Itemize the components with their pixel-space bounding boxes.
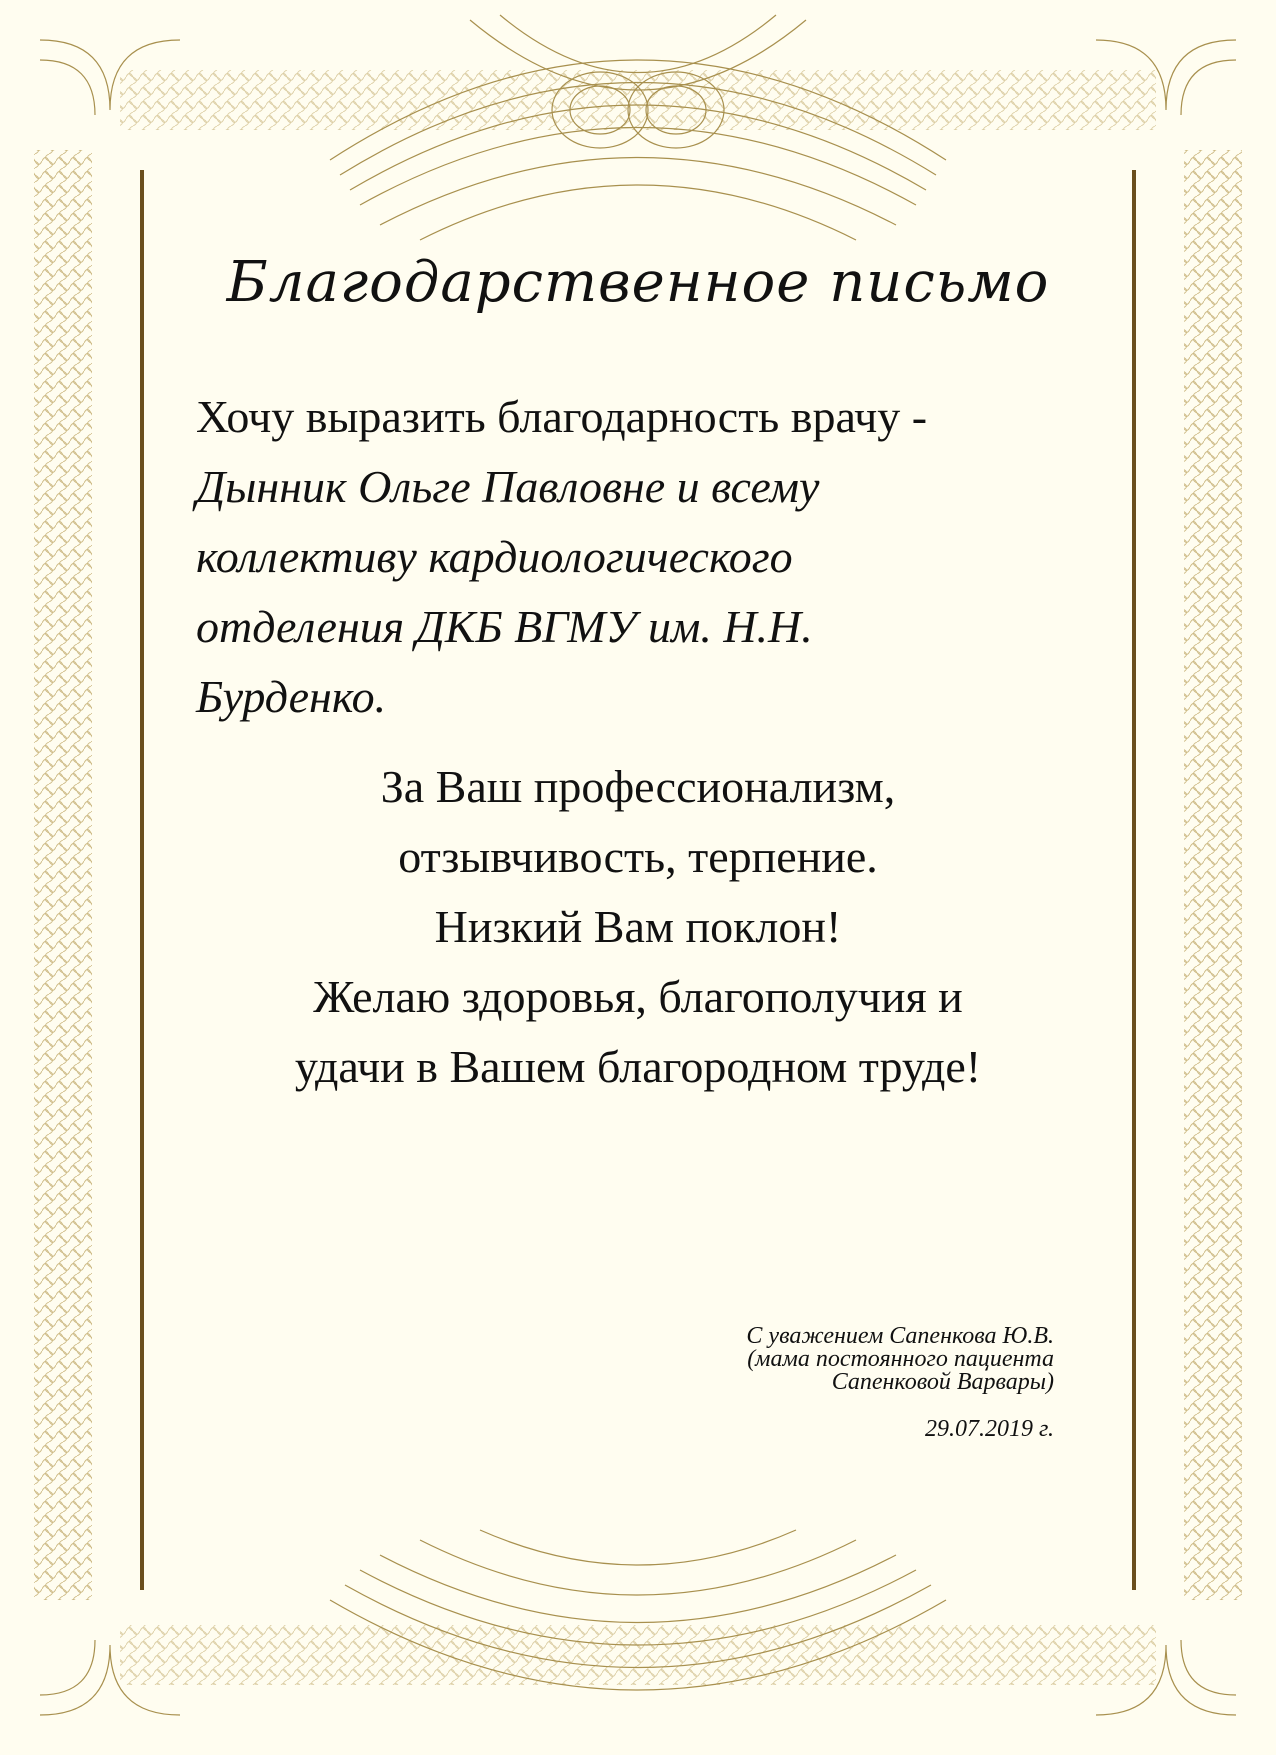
closing-line-3: Низкий Вам поклон! xyxy=(434,901,842,952)
signature-line-3: Сапенковой Варвары) xyxy=(831,1369,1054,1395)
signature-date: 29.07.2019 г. xyxy=(924,1416,1054,1442)
intro-line-1: Хочу выразить благодарность врачу - xyxy=(196,391,928,442)
closing-line-1: За Ваш профессионализм, xyxy=(380,761,896,812)
intro-line-3: коллективу кардиологического xyxy=(196,531,793,582)
signature-line-2: (мама постоянного пациента xyxy=(747,1346,1054,1372)
letter-title: Благодарственное письмо xyxy=(226,250,1050,315)
closing-line-5: удачи в Вашем благородном труде! xyxy=(294,1041,982,1092)
closing-line-2: отзывчивость, терпение. xyxy=(398,831,878,882)
closing-line-4: Желаю здоровья, благополучия и xyxy=(313,971,963,1022)
signature-line-1: С уважением Сапенкова Ю.В. xyxy=(746,1323,1054,1349)
intro-line-2: Дынник Ольге Павловне и всему xyxy=(196,461,820,512)
intro-line-4: отделения ДКБ ВГМУ им. Н.Н. xyxy=(196,601,813,652)
intro-line-5: Бурденко. xyxy=(196,671,387,722)
